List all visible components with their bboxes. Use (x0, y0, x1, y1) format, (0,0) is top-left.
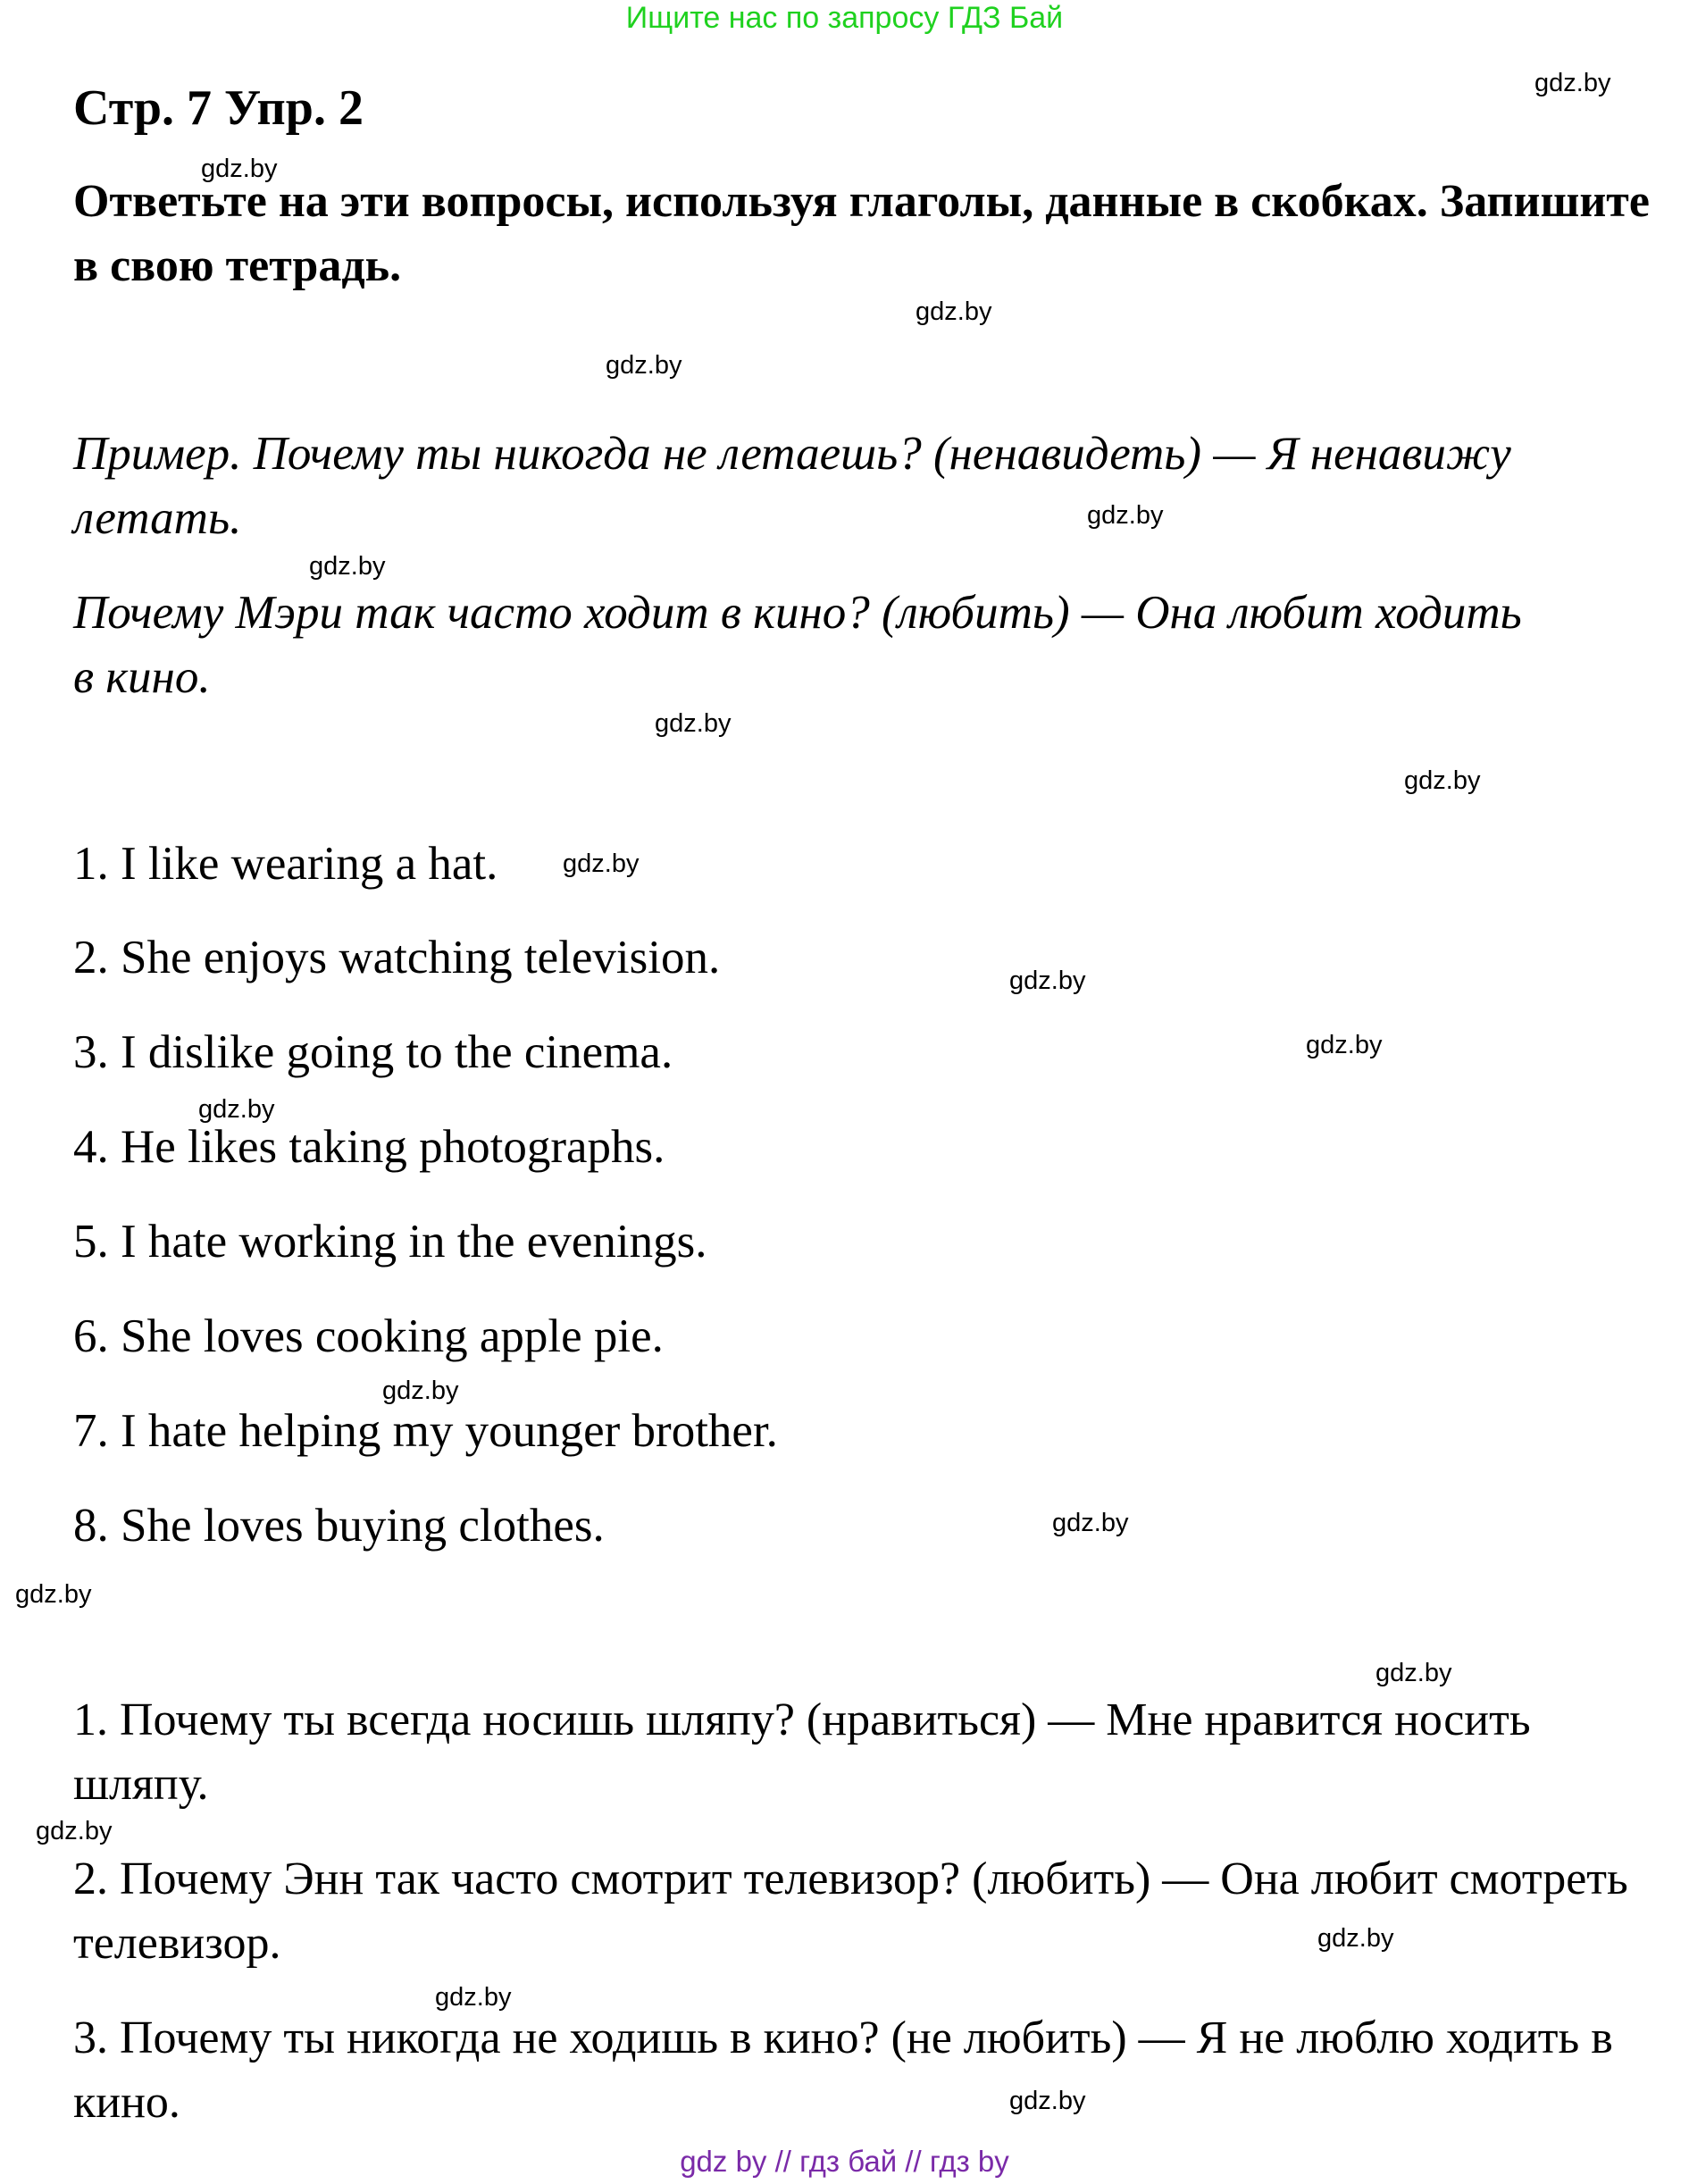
example-1: Пример. Почему ты никогда не летаешь? (ненавидеть) — Я ненавижу летать. (73, 428, 1511, 544)
english-answer-5: 5. I hate working in the evenings. (73, 1216, 707, 1268)
english-answer-7: 7. I hate helping my younger brother. (73, 1405, 778, 1457)
russian-answer-1: 1. Почему ты всегда носишь шляпу? (нравиться) — Мне нравится носить шляпу. (73, 1694, 1531, 1810)
exercise-instruction: Ответьте на эти вопросы, используя глаголы, данные в скобках. Запишите в свою тетрадь. (73, 176, 1650, 291)
english-answer-2: 2. She enjoys watching television. (73, 932, 721, 983)
english-answer-3: 3. I dislike going to the cinema. (73, 1026, 673, 1078)
example-2: Почему Мэри так часто ходит в кино? (любить) — Она любит ходить в кино. (73, 587, 1522, 703)
watermark: gdz.by (1009, 966, 1086, 995)
english-answer-4: 4. He likes taking photographs. (73, 1121, 665, 1173)
watermark: gdz.by (201, 155, 278, 183)
english-answer-8: 8. She loves buying clothes. (73, 1500, 605, 1552)
watermark: gdz.by (15, 1580, 92, 1609)
watermark: gdz.by (655, 709, 732, 738)
russian-answer-3: 3. Почему ты никогда не ходишь в кино? (не любить) — Я не люблю ходить в кино. (73, 2012, 1613, 2128)
watermark: gdz.by (916, 297, 992, 326)
watermark: gdz.by (382, 1377, 459, 1405)
watermark: gdz.by (1306, 1031, 1383, 1059)
watermark: gdz.by (1534, 69, 1611, 97)
watermark: gdz.by (606, 351, 682, 380)
english-answer-1: 1. I like wearing a hat. (73, 838, 498, 890)
watermark: gdz.by (198, 1095, 275, 1124)
watermark: gdz.by (309, 552, 386, 581)
watermark: gdz.by (1009, 2087, 1086, 2115)
watermark: gdz.by (1087, 501, 1164, 530)
watermark: gdz.by (563, 849, 640, 878)
watermark: gdz.by (1375, 1659, 1452, 1687)
watermark: gdz.by (1052, 1509, 1129, 1537)
russian-answer-2: 2. Почему Энн так часто смотрит телевизор? (любить) — Она любит смотреть телевизор. (73, 1853, 1628, 1969)
footer-links: gdz by // гдз бай // гдз by (680, 2145, 1009, 2178)
watermark: gdz.by (36, 1817, 113, 1845)
watermark: gdz.by (1317, 1924, 1394, 1953)
watermark: gdz.by (1404, 766, 1481, 795)
english-answer-6: 6. She loves cooking apple pie. (73, 1310, 664, 1362)
watermark: gdz.by (435, 1983, 512, 2012)
search-banner: Ищите нас по запросу ГДЗ Бай (625, 1, 1064, 35)
page-title: Стр. 7 Упр. 2 (73, 80, 364, 136)
